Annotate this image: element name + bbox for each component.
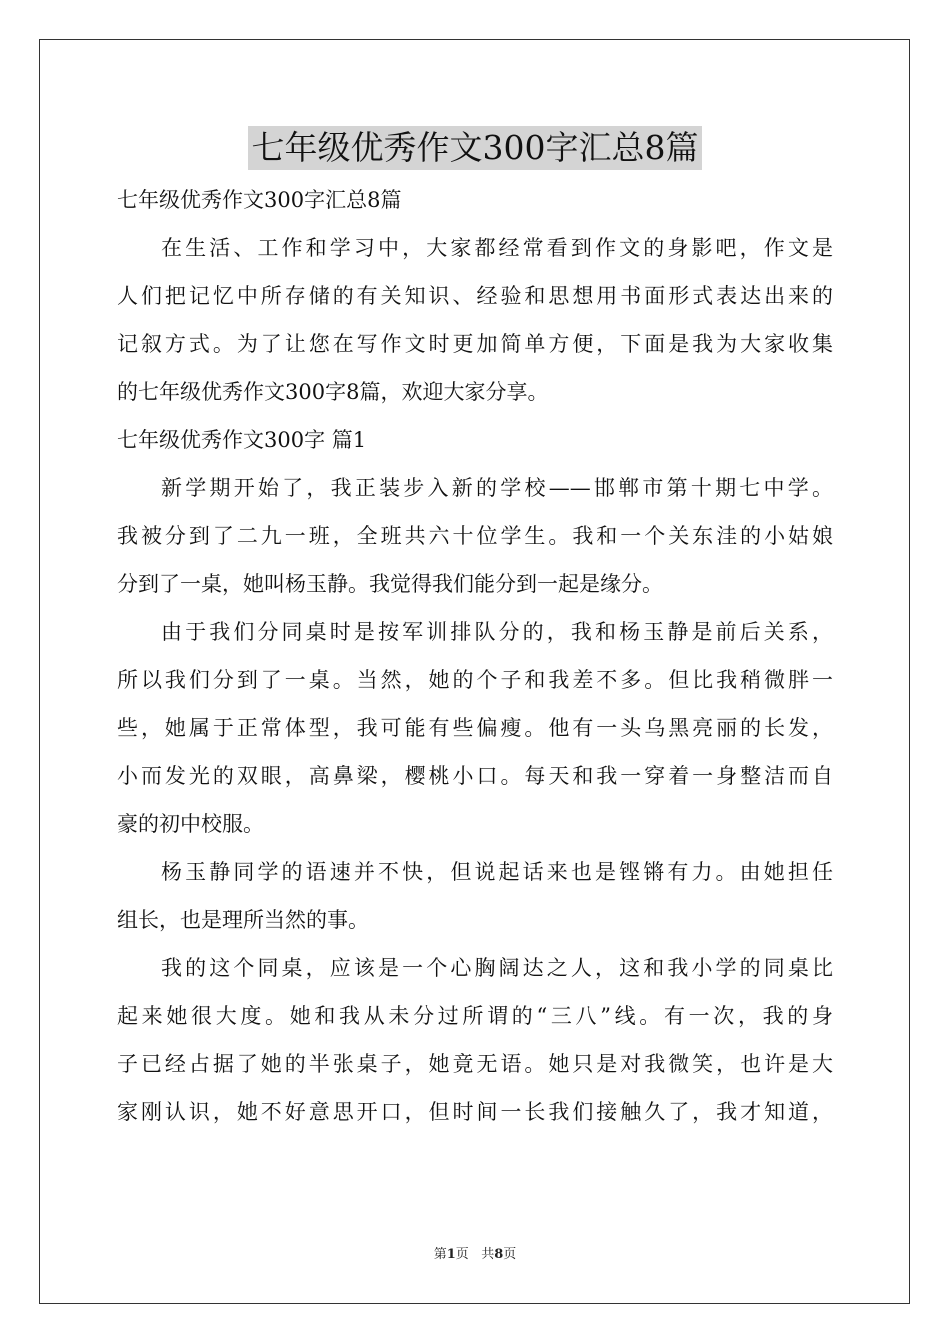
total-pages: 8: [494, 1247, 504, 1262]
title-container: [0, 126, 950, 170]
text-line: 七年级优秀作文300字汇总8篇: [117, 188, 402, 212]
total-suffix: 页: [503, 1247, 517, 1262]
text-line: 新学期开始了，我正装步入新的学校——邯郸市第十期七中学。: [161, 476, 833, 500]
text-line: 家刚认识，她不好意思开口，但时间一长我们接触久了，我才知道，: [117, 1100, 833, 1124]
text-line: 在生活、工作和学习中，大家都经常看到作文的身影吧，作文是: [161, 236, 833, 260]
text-line: 我的这个同桌，应该是一个心胸阔达之人，这和我小学的同桌比: [161, 956, 833, 980]
page-suffix: 页: [455, 1247, 469, 1262]
total-prefix: 共: [481, 1247, 495, 1262]
text-line: 分到了一桌，她叫杨玉静。我觉得我们能分到一起是缘分。: [117, 572, 663, 596]
text-line: 杨玉静同学的语速并不快，但说起话来也是铿锵有力。由她担任: [161, 860, 833, 884]
text-line: 记叙方式。为了让您在写作文时更加简单方便，下面是我为大家收集: [117, 332, 833, 356]
text-line: 些，她属于正常体型，我可能有些偏瘦。他有一头乌黑亮丽的长发，: [117, 716, 833, 740]
text-line: 起来她很大度。她和我从未分过所谓的“三八”线。有一次，我的身: [117, 1004, 833, 1028]
document-title: 七年级优秀作文300字汇总8篇: [248, 126, 703, 170]
text-line: 豪的初中校服。: [117, 812, 264, 836]
text-line: 人们把记忆中所存储的有关知识、经验和思想用书面形式表达出来的: [117, 284, 833, 308]
text-line: 我被分到了二九一班，全班共六十位学生。我和一个关东洼的小姑娘: [117, 524, 833, 548]
page-number: 1: [446, 1247, 456, 1262]
text-line: 所以我们分到了一桌。当然，她的个子和我差不多。但比我稍微胖一: [117, 668, 833, 692]
text-line: 七年级优秀作文300字 篇1: [117, 428, 367, 452]
text-line: 由于我们分同桌时是按军训排队分的，我和杨玉静是前后关系，: [161, 620, 833, 644]
text-line: 的七年级优秀作文300字8篇，欢迎大家分享。: [117, 380, 549, 404]
text-line: 子已经占据了她的半张桌子，她竟无语。她只是对我微笑，也许是大: [117, 1052, 833, 1076]
document-body: [117, 176, 833, 1136]
text-line: 组长，也是理所当然的事。: [117, 908, 369, 932]
text-line: 小而发光的双眼，高鼻梁，樱桃小口。每天和我一穿着一身整洁而自: [117, 764, 833, 788]
page-prefix: 第: [433, 1247, 447, 1262]
page-footer: [0, 1245, 950, 1265]
